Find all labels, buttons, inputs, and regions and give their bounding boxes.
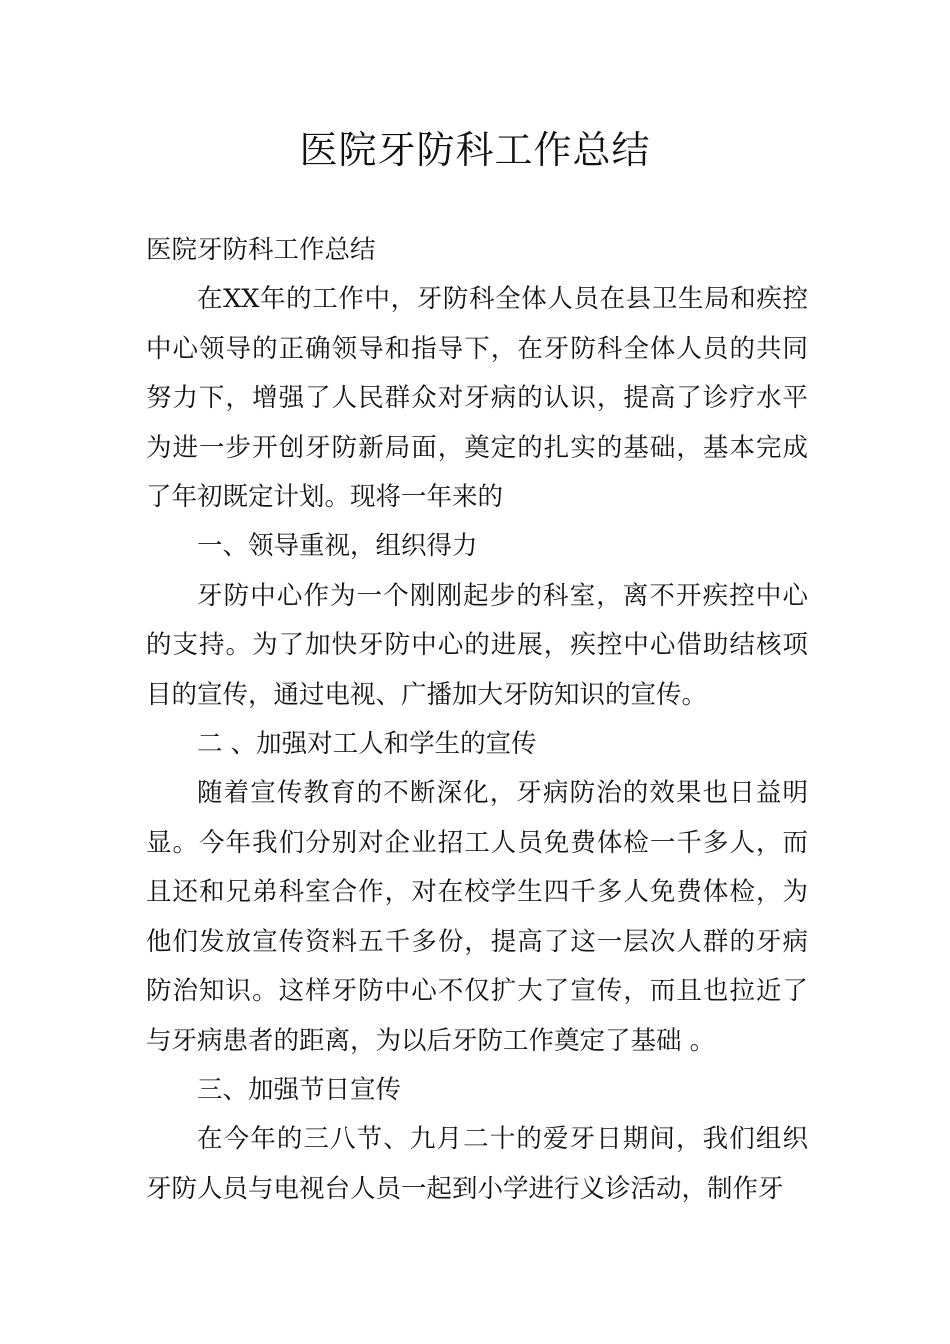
paragraph-section-2: 随着宣传教育的不断深化，牙病防治的效果也日益明显。今年我们分别对企业招工人员免费体检一千多人，而且还和兄弟科室合作，对在校学生四千多人免费体检，为他们发放宣传资料五千多份，提高了这一层次人群的牙病防治知识。这样牙防中心不仅扩大了宣传，而且也拉近了与牙病患者的距离，为以后牙防工作奠定了基础 。	[146, 778, 808, 1056]
paragraph-intro: 在XX年的工作中，牙防科全体人员在县卫生局和疾控中心领导的正确领导和指导下，在牙防科全体人员的共同努力下，增强了人民群众对牙病的认识，提高了诊疗水平为进一步开创牙防新局面，奠定的扎实的基础，基本完成了年初既定计划。现将一年来的	[146, 284, 808, 513]
section-heading-3: 三、加强节日宣传	[197, 1074, 402, 1105]
paragraph-section-1: 牙防中心作为一个刚刚起步的科室，离不开疾控中心的支持。为了加快牙防中心的进展，疾控中心借助结核项目的宣传，通过电视、广播加大牙防知识的宣传。	[146, 580, 808, 710]
section-heading-2: 二 、加强对工人和学生的宣传	[197, 729, 537, 760]
body-heading: 医院牙防科工作总结	[146, 235, 376, 265]
document-body	[146, 226, 808, 1214]
section-heading-1: 一、领导重视，组织得力	[197, 531, 478, 562]
paragraph-section-3: 在今年的三八节、九月二十的爱牙日期间，我们组织牙防人员与电视台人员一起到小学进行义诊活动，制作牙	[146, 1124, 808, 1204]
document-title: 医院牙防科工作总结	[299, 128, 651, 172]
